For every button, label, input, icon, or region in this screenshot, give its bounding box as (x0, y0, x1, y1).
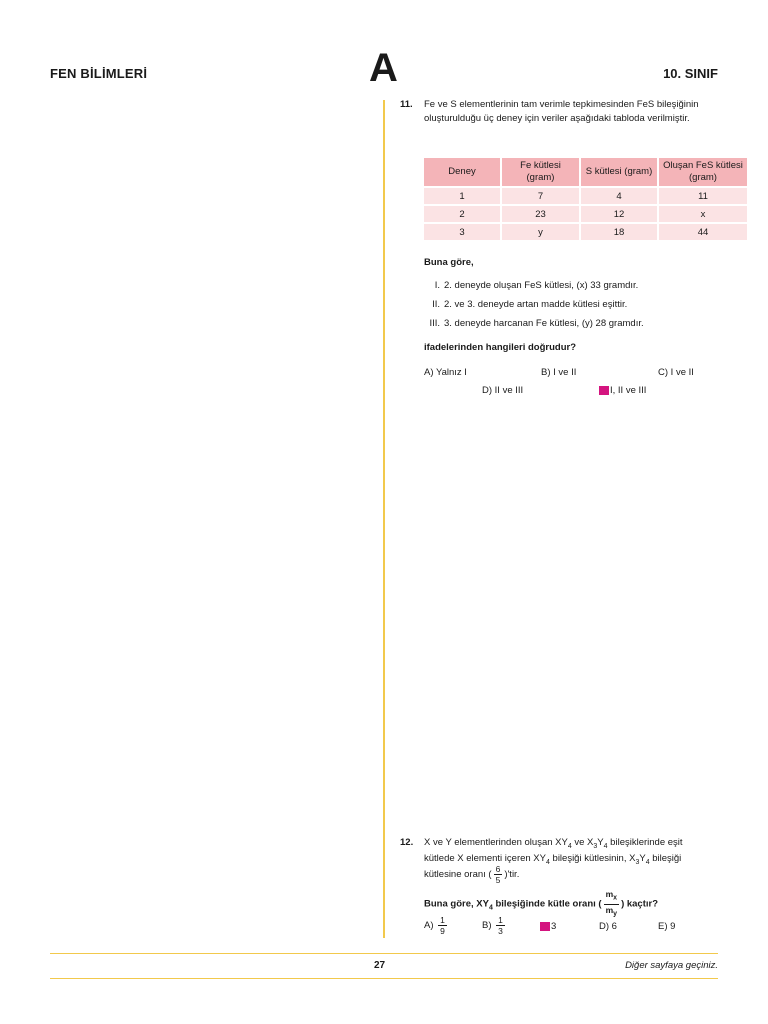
table-cell: 1 (424, 187, 501, 205)
table-cell: x (658, 205, 747, 223)
statement-number: I. (434, 280, 440, 291)
q12-text: bileşiği (649, 853, 682, 864)
subscript: 4 (545, 858, 550, 866)
q12-text: Y (639, 853, 646, 864)
statement-text: 2. ve 3. deneyde artan madde kütlesi eşittir. (444, 299, 628, 310)
table-cell: 23 (501, 205, 580, 223)
table-header: S kütlesi (gram) (580, 158, 658, 187)
m-symbol: m (605, 904, 614, 915)
q12-text: )'tir. (504, 869, 520, 881)
option-c[interactable] (540, 920, 556, 934)
answer-mark-icon (540, 922, 550, 931)
option-label: 3 (551, 921, 557, 932)
q12-text: kütlesine oranı ( (424, 869, 492, 881)
table-cell: y (501, 223, 580, 240)
table-cell: 11 (658, 187, 747, 205)
table-header: Fe kütlesi (gram) (501, 158, 580, 187)
option-fraction (438, 915, 447, 936)
q11-data-table (424, 158, 747, 240)
table-cell: 18 (580, 223, 658, 240)
statement-item (424, 298, 627, 312)
option-d[interactable]: D) II ve III (482, 385, 524, 396)
option-e-label: I, II ve III (610, 385, 647, 396)
q12-text: ve X (571, 837, 594, 848)
table-cell: 44 (658, 223, 747, 240)
booklet-letter: A (369, 46, 398, 90)
q11-number: 11. (400, 99, 413, 110)
q12-text: bileşiği kütlesinin, X (549, 853, 636, 864)
option-label: A) (424, 920, 434, 932)
fraction-denominator (604, 905, 619, 920)
fraction-denominator: 5 (495, 875, 501, 885)
column-divider (383, 100, 385, 938)
fraction-numerator (604, 889, 619, 905)
fraction-numerator: 1 (498, 915, 503, 925)
statement-item (424, 317, 644, 331)
table-row (424, 205, 747, 223)
option-d[interactable]: D) 6 (599, 921, 617, 932)
fraction-numerator: 6 (495, 864, 501, 874)
subscript: 3 (635, 858, 640, 866)
fraction-numerator: 1 (440, 915, 445, 925)
table-header: Oluşan FeS kütlesi (gram) (658, 158, 747, 187)
subscript: x (613, 894, 618, 902)
option-e[interactable] (599, 384, 646, 398)
ratio-fraction (494, 864, 503, 885)
statement-item (424, 279, 638, 293)
statement-text: 3. deneyde harcanan Fe kütlesi, (y) 28 gramdır. (444, 318, 644, 329)
subscript: y (613, 910, 618, 918)
table-header-row (424, 158, 747, 187)
answer-mark-icon (599, 386, 609, 395)
q11-stem: Fe ve S elementlerinin tam verimle tepkimesinden FeS bileşiğinin oluşturulduğu üç deney için veriler aşağıdaki tabloda verilmiştir. (424, 99, 699, 124)
option-b[interactable]: B) I ve II (541, 367, 577, 378)
table-header: Deney (424, 158, 501, 187)
q12-text: Buna göre, XY (424, 898, 489, 910)
mass-ratio-fraction (604, 889, 619, 919)
q12-text: ) kaçtır? (621, 898, 659, 910)
next-page-note: Diğer sayfaya geçiniz. (625, 960, 718, 971)
statement-text: 2. deneyde oluşan FeS kütlesi, (x) 33 gramdır. (444, 280, 639, 291)
q12-text: X ve Y elementlerinden oluşan XY (424, 837, 568, 848)
subscript: 4 (645, 858, 650, 866)
subscript: 4 (603, 842, 608, 850)
option-a[interactable]: A) Yalnız I (424, 367, 467, 378)
q12-text: bileşiğinde kütle oranı ( (492, 898, 602, 910)
table-row (424, 187, 747, 205)
m-symbol: m (605, 889, 614, 899)
option-label: B) (482, 920, 492, 932)
subject-title: FEN BİLİMLERİ (50, 66, 148, 81)
q12-text: bileşiklerinde eşit (607, 837, 683, 848)
option-a[interactable] (424, 915, 449, 936)
option-c[interactable]: C) I ve II (658, 367, 694, 378)
table-row (424, 223, 747, 240)
grade-label: 10. SINIF (663, 66, 718, 81)
table-cell: 12 (580, 205, 658, 223)
page-number: 27 (374, 960, 386, 971)
table-cell: 2 (424, 205, 501, 223)
table-cell: 3 (424, 223, 501, 240)
q12-text: kütlede X elementi içeren XY (424, 853, 546, 864)
option-e[interactable]: E) 9 (658, 921, 676, 932)
q11-question: ifadelerinden hangileri doğrudur? (424, 342, 577, 353)
table-cell: 4 (580, 187, 658, 205)
fraction-denominator: 3 (498, 926, 503, 936)
q12-line-3 (424, 864, 719, 885)
q11-lead: Buna göre, (424, 257, 474, 268)
subscript: 4 (488, 904, 493, 912)
footer-top-rule (50, 953, 718, 954)
subscript: 3 (593, 842, 598, 850)
fraction-denominator: 9 (440, 926, 445, 936)
statement-number: II. (432, 299, 440, 310)
option-fraction (496, 915, 505, 936)
table-cell: 7 (501, 187, 580, 205)
option-b[interactable] (482, 915, 507, 936)
footer-bottom-rule (50, 978, 718, 979)
subscript: 4 (567, 842, 572, 850)
statement-number: III. (429, 318, 440, 329)
q12-question (424, 889, 719, 919)
q12-number: 12. (400, 837, 414, 848)
q12-text: Y (597, 837, 604, 848)
